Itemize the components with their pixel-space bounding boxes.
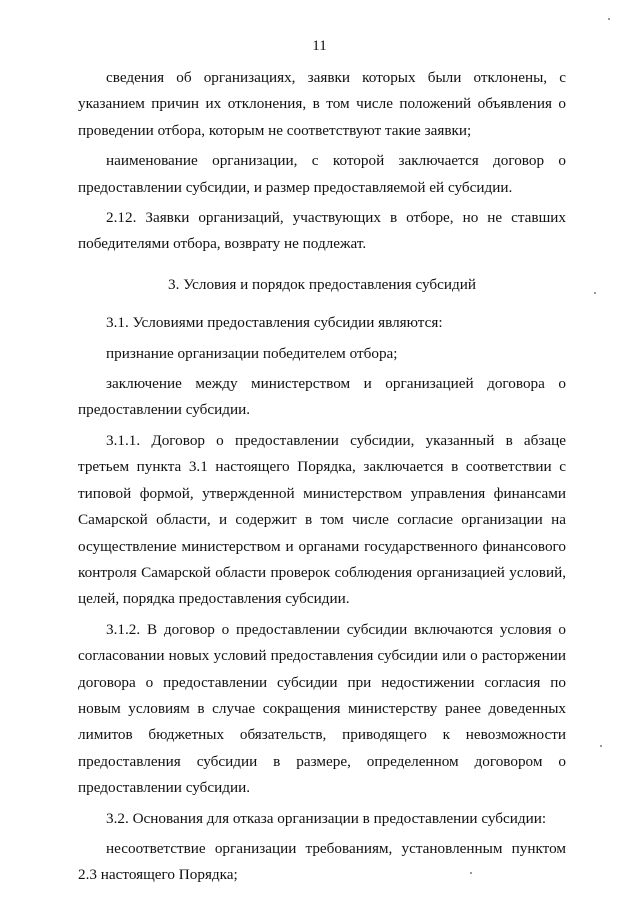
scan-speck [608, 18, 610, 20]
scan-speck [594, 292, 596, 294]
paragraph-rejected-orgs: сведения об организациях, заявки которых были отклонены, с указанием причин их отклонения, в том числе положений объявления о проведении отбора, которым не соответствуют такие заявки; [78, 69, 566, 139]
paragraph-winner-recognition: признание организации победителем отбора; [106, 344, 398, 362]
page-number: 11 [312, 38, 327, 54]
paragraph-3-1-1: 3.1.1. Договор о предоставлении субсидии, указанный в абзаце третьем пункта 3.1 настоящего Порядка, заключается в соответствии с типовой формой, утвержденной министерством управления финансами Самарской области, и содержит в том числе согласие организации на осуществление министерством и органами государственного финансового контроля Самарской области проверок соблюдения организацией условий, целей, порядка предоставления субсидии. [78, 431, 566, 608]
paragraph-contract-conclusion: заключение между министерством и организацией договора о предоставлении субсидии. [78, 375, 566, 419]
paragraph-noncompliance: несоответствие организации требованиям, установленным пунктом 2.3 настоящего Порядка; [78, 839, 566, 884]
paragraph-3-1: 3.1. Условиями предоставления субсидии являются: [106, 314, 443, 332]
scan-speck [470, 872, 472, 874]
paragraph-org-name: наименование организации, с которой заключается договор о предоставлении субсидии, и размер предоставляемой ей субсидии. [78, 152, 566, 196]
scan-speck [600, 745, 602, 747]
section-heading: 3. Условия и порядок предоставления субсидий [168, 275, 476, 293]
paragraph-2-12: 2.12. Заявки организаций, участвующих в отборе, но не ставших победителями отбора, возврату не подлежат. [78, 209, 566, 253]
paragraph-3-1-2: 3.1.2. В договор о предоставлении субсидии включаются условия о согласовании новых условий предоставления субсидии или о расторжении договора о предоставлении субсидии при недостижении согласия по новым условиям в случае сокращения министерству ранее доведенных лимитов бюджетных обязательств, приводящего к невозможности предоставления субсидии в размере, определенном договором о предоставлении субсидии. [78, 620, 566, 797]
paragraph-3-2: 3.2. Основания для отказа организации в предоставлении субсидии: [106, 809, 547, 827]
document-body [78, 65, 566, 889]
